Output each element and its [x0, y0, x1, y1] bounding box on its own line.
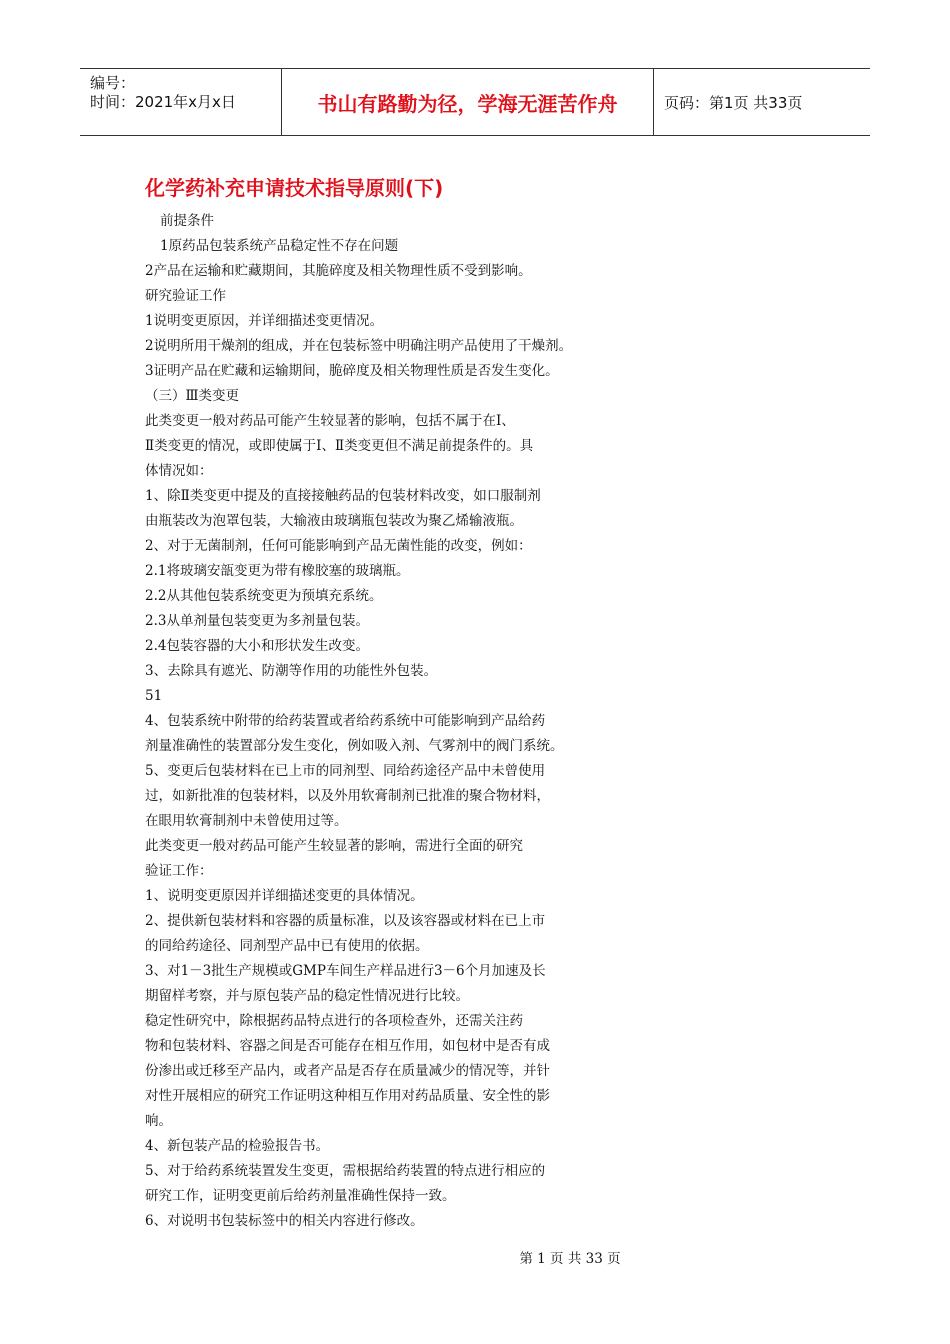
- body-line: 2.4包装容器的大小和形状发生改变。: [145, 638, 369, 654]
- body-line: 4、包装系统中附带的给药装置或者给药系统中可能影响到产品给药: [145, 713, 546, 729]
- body-line: 此类变更一般对药品可能产生较显著的影响，需进行全面的研究: [145, 838, 523, 854]
- header-motto: 书山有路勤为径，学海无涯苦作舟: [317, 91, 618, 116]
- body-line: 验证工作：: [145, 863, 213, 879]
- body-line: 在眼用软膏制剂中未曾使用过等。: [145, 813, 348, 829]
- body-line: 对性开展相应的研究工作证明这种相互作用对药品质量、安全性的影: [145, 1088, 550, 1104]
- document-title: 化学药补充申请技术指导原则(下): [145, 176, 444, 200]
- body-line: 稳定性研究中，除根据药品特点进行的各项检查外，还需关注药: [145, 1013, 523, 1029]
- body-line: 过，如新批准的包装材料，以及外用软膏制剂已批准的聚合物材料，: [145, 788, 550, 804]
- body-line: 份渗出或迁移至产品内，或者产品是否存在质量减少的情况等，并针: [145, 1063, 550, 1079]
- document-body: [145, 209, 615, 1234]
- body-line: 体情况如：: [145, 463, 213, 479]
- header-motto-cell: [282, 69, 654, 135]
- body-line: 期留样考察，并与原包装产品的稳定性情况进行比较。: [145, 988, 469, 1004]
- header-number-label: 编号：: [90, 74, 136, 92]
- body-line: 剂量准确性的装置部分发生变化，例如吸入剂、气雾剂中的阀门系统。: [145, 738, 564, 754]
- body-line: 2、提供新包装材料和容器的质量标准，以及该容器或材料在已上市: [145, 913, 546, 929]
- page-footer: 第 1 页 共 33 页: [519, 1251, 621, 1267]
- body-line: Ⅱ类变更的情况，或即使属于Ⅰ、Ⅱ类变更但不满足前提条件的。具: [145, 438, 534, 454]
- body-line: 的同给药途径、同剂型产品中已有使用的依据。: [145, 938, 429, 954]
- body-line: （三）Ⅲ类变更: [145, 388, 240, 404]
- body-line: 2产品在运输和贮藏期间，其脆碎度及相关物理性质不受到影响。: [145, 263, 532, 279]
- header-time-label: 时间：2021年x月x日: [90, 93, 236, 111]
- body-line: 1说明变更原因，并详细描述变更情况。: [145, 313, 384, 329]
- body-line: 3证明产品在贮藏和运输期间，脆碎度及相关物理性质是否发生变化。: [145, 363, 559, 379]
- body-line: 研究工作，证明变更前后给药剂量准确性保持一致。: [145, 1188, 456, 1204]
- body-line: 2说明所用干燥剂的组成，并在包装标签中明确注明产品使用了干燥剂。: [145, 338, 573, 354]
- body-line: 5、对于给药系统装置发生变更，需根据给药装置的特点进行相应的: [145, 1163, 546, 1179]
- body-line: 1、除Ⅱ类变更中提及的直接接触药品的包装材料改变，如口服制剂: [145, 488, 541, 504]
- body-line: 由瓶装改为泡罩包装，大输液由玻璃瓶包装改为聚乙烯输液瓶。: [145, 513, 523, 529]
- page-header: [80, 68, 870, 136]
- body-line: 1、说明变更原因并详细描述变更的具体情况。: [145, 888, 424, 904]
- body-line: 2、对于无菌制剂，任何可能影响到产品无菌性能的改变，例如：: [145, 538, 532, 554]
- body-line: 研究验证工作: [145, 288, 226, 304]
- body-line: 6、对说明书包装标签中的相关内容进行修改。: [145, 1213, 424, 1229]
- header-page-cell: [654, 69, 870, 135]
- body-line: 2.1将玻璃安瓿变更为带有橡胶塞的玻璃瓶。: [145, 563, 410, 579]
- body-line: 此类变更一般对药品可能产生较显著的影响，包括不属于在Ⅰ、: [145, 413, 515, 429]
- body-line: 1原药品包装系统产品稳定性不存在问题: [160, 238, 399, 254]
- body-line: 4、新包装产品的检验报告书。: [145, 1138, 330, 1154]
- body-line: 前提条件: [160, 213, 214, 229]
- body-line: 响。: [145, 1113, 172, 1129]
- header-page-info: 页码：第1页 共33页: [664, 93, 803, 112]
- body-line: 2.3从单剂量包装变更为多剂量包装。: [145, 613, 369, 629]
- body-line: 51: [145, 688, 163, 704]
- body-line: 3、去除具有遮光、防潮等作用的功能性外包装。: [145, 663, 438, 679]
- body-line: 2.2从其他包装系统变更为预填充系统。: [145, 588, 383, 604]
- header-meta-cell: [80, 69, 282, 135]
- body-line: 5、变更后包装材料在已上市的同剂型、同给药途径产品中未曾使用: [145, 763, 546, 779]
- body-line: 物和包装材料、容器之间是否可能存在相互作用，如包材中是否有成: [145, 1038, 550, 1054]
- body-line: 3、对1－3批生产规模或GMP车间生产样品进行3－6个月加速及长: [145, 963, 546, 979]
